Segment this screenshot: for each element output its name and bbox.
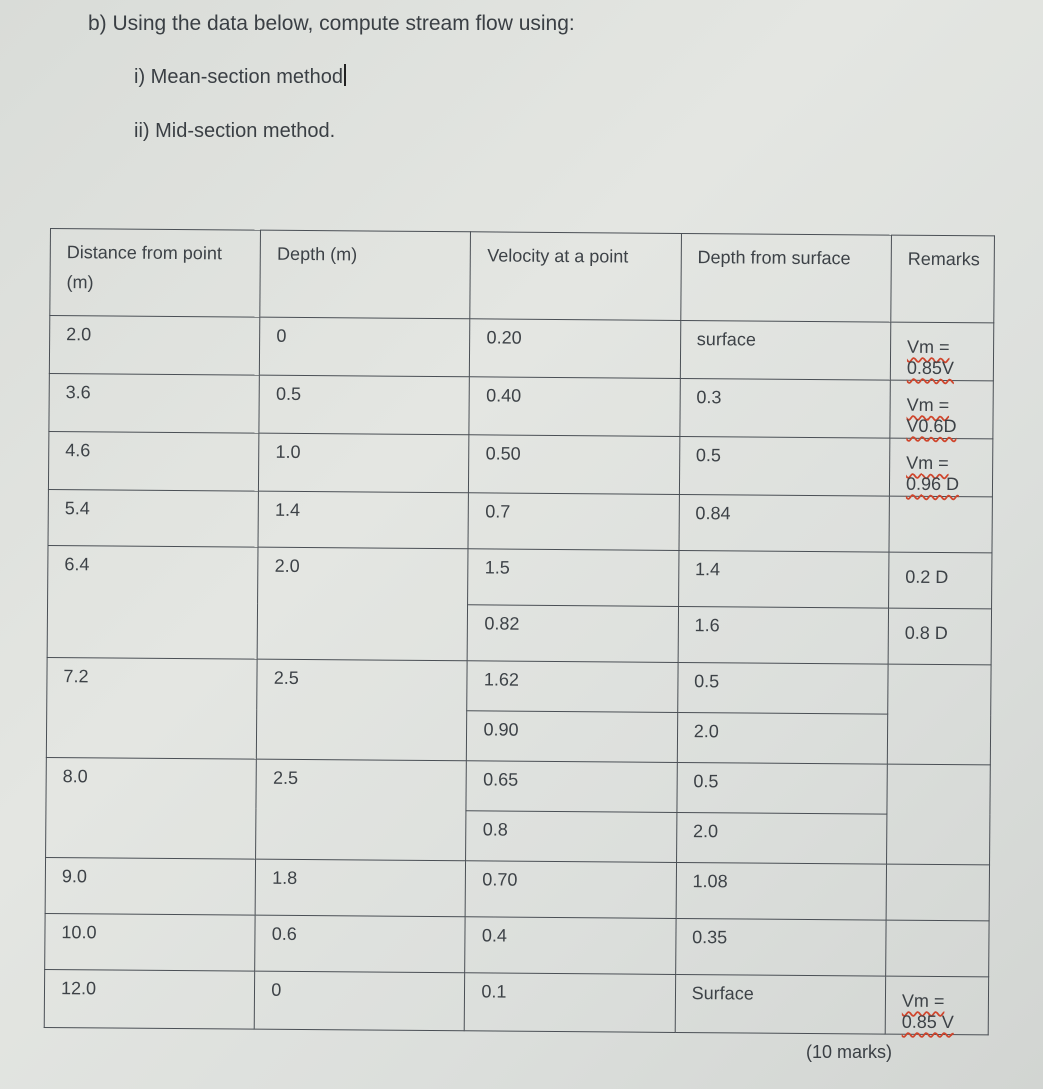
cell-remark	[889, 438, 992, 497]
cell-velocity: 0.4	[465, 917, 676, 975]
cell-velocity: 0.50	[469, 435, 680, 495]
cell-distance: 2.0	[49, 316, 260, 376]
header-velocity: Velocity at a point	[470, 232, 681, 321]
cell-remark	[887, 664, 991, 765]
header-distance: Distance from point (m)	[50, 229, 261, 318]
header-remarks: Remarks	[891, 235, 995, 323]
table-row	[45, 857, 989, 920]
remark-text: Vm = V0.6D	[906, 394, 957, 437]
text-cursor	[344, 64, 346, 86]
table-row	[49, 374, 993, 439]
cell-velocity: 0.70	[466, 861, 677, 919]
cell-remark	[886, 864, 989, 921]
cell-remark: 0.8 D	[888, 608, 991, 665]
cell-velocity: 1.62	[467, 661, 678, 713]
table-row	[45, 913, 989, 976]
cell-depth-from-surface: 2.0	[677, 713, 888, 765]
table-row	[49, 316, 993, 381]
cell-depth-from-surface: 1.6	[678, 607, 889, 665]
cell-depth-from-surface: 0.35	[675, 918, 886, 976]
marks-label: (10 marks)	[806, 1042, 893, 1062]
cell-velocity: 0.40	[469, 377, 680, 437]
cell-distance: 6.4	[47, 546, 258, 660]
cell-depth: 0.6	[255, 915, 466, 973]
cell-distance: 3.6	[49, 374, 260, 434]
cell-velocity: 0.82	[468, 605, 679, 663]
item-mean-section-text: i) Mean-section method	[134, 66, 343, 88]
cell-depth: 2.5	[256, 759, 467, 860]
table-row	[44, 969, 988, 1035]
remark-text: Vm = 0.85 V	[901, 990, 954, 1032]
cell-distance: 8.0	[46, 757, 257, 858]
remark-text: Vm = 0.96 D	[905, 452, 960, 495]
cell-depth-from-surface: surface	[680, 320, 891, 380]
cell-depth-from-surface: 0.5	[677, 663, 888, 715]
header-row	[50, 229, 995, 323]
cell-remark	[887, 764, 991, 865]
cell-velocity: 0.7	[468, 493, 679, 551]
cell-depth-from-surface: 0.84	[679, 495, 890, 553]
cell-distance: 12.0	[44, 969, 255, 1029]
cell-remark	[886, 920, 989, 977]
cell-depth: 2.5	[257, 659, 468, 760]
header-depth-from-surface: Depth from surface	[680, 233, 891, 322]
cell-velocity: 1.5	[468, 549, 679, 607]
cell-remark	[885, 976, 988, 1035]
table-row	[48, 490, 992, 553]
cell-distance: 9.0	[45, 857, 256, 915]
cell-distance: 4.6	[48, 432, 259, 492]
cell-velocity: 0.20	[470, 319, 681, 379]
item-mean-section	[134, 64, 346, 89]
question-title: b) Using the data below, compute stream flow using:	[88, 12, 575, 35]
cell-remark: 0.2 D	[889, 552, 992, 609]
cell-depth: 0	[260, 317, 471, 377]
cell-distance: 10.0	[45, 913, 256, 971]
header-depth: Depth (m)	[260, 230, 471, 319]
remark-text: Vm = 0.85V	[906, 336, 955, 379]
cell-depth: 1.0	[259, 433, 470, 493]
cell-depth-from-surface: 2.0	[676, 812, 887, 864]
cell-depth-from-surface: 1.08	[676, 862, 887, 920]
cell-distance: 5.4	[48, 490, 259, 548]
cell-distance: 7.2	[46, 658, 257, 759]
cell-depth-from-surface: 1.4	[678, 551, 889, 609]
cell-velocity: 0.8	[466, 811, 677, 863]
item-mid-section: ii) Mid-section method.	[134, 120, 336, 142]
cell-depth: 1.8	[255, 859, 466, 917]
cell-velocity: 0.1	[465, 973, 676, 1033]
stream-data-table	[44, 228, 995, 1035]
cell-velocity: 0.90	[467, 711, 678, 763]
cell-depth: 0	[255, 971, 466, 1031]
table-row	[47, 658, 991, 715]
cell-remark	[889, 496, 992, 553]
cell-depth-from-surface: 0.5	[679, 437, 890, 497]
cell-depth: 1.4	[258, 491, 469, 549]
table-row	[48, 432, 992, 497]
cell-velocity: 0.65	[466, 761, 677, 813]
cell-remark	[890, 322, 993, 381]
table-row	[46, 757, 990, 814]
cell-depth: 2.0	[257, 547, 468, 661]
cell-depth-from-surface: 0.3	[680, 378, 891, 438]
cell-depth-from-surface: Surface	[675, 974, 886, 1034]
cell-depth-from-surface: 0.5	[677, 762, 888, 814]
cell-depth: 0.5	[259, 375, 470, 435]
table-row	[48, 546, 992, 609]
cell-remark	[890, 380, 993, 439]
